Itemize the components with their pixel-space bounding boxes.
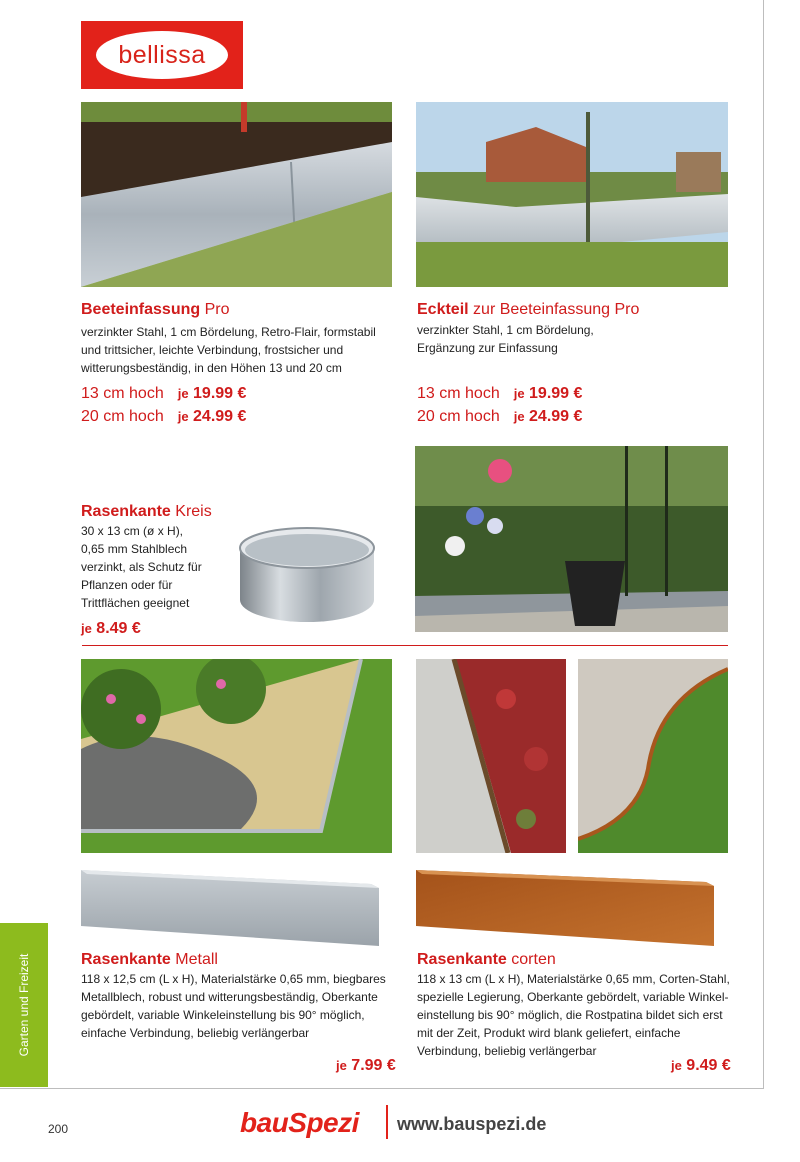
- product-description-rasenkante-metall: 118 x 12,5 cm (L x H), Materialstärke 0,65 mm, biegbares Metallblech, robust und witterungsbeständig, Oberkante gebördelt, variable Winkeleinstellung bis 90° möglich, einfache Verbindung, beliebig verlängerbar: [81, 972, 386, 1040]
- product-title-beeteinfassung-pro: Beeteinfassung Pro: [81, 301, 230, 318]
- price-13cm-beeteinfassung: 13 cm hoch je 19.99 €: [81, 385, 247, 402]
- product-description-beeteinfassung-pro: verzinkter Stahl, 1 cm Bördelung, Retro-Flair, formstabil und trittsicher, leichte Verbindung, frostsicher und witterungsbeständig, in den Höhen 13 und 20 cm: [81, 325, 376, 375]
- photo-rasenkante-metall-garden: [81, 659, 392, 853]
- product-description-eckteil: verzinkter Stahl, 1 cm Bördelung, Ergänzung zur Einfassung: [417, 323, 594, 355]
- price-rasenkante-corten: je 9.49 €: [671, 1057, 731, 1074]
- price-20cm-beeteinfassung: 20 cm hoch je 24.99 €: [81, 408, 247, 425]
- bellissa-logo-oval: [96, 31, 228, 79]
- photo-rasenkante-kreis-ring: [232, 520, 382, 632]
- photo-metall-strip: [81, 870, 381, 946]
- footer-separator: [386, 1105, 388, 1139]
- section-side-tab-label: Garten und Freizeit: [17, 953, 31, 1057]
- page-frame-right: [763, 0, 764, 1088]
- product-title-rasenkante-metall: Rasenkante Metall: [81, 951, 218, 968]
- photo-corten-lawn: [578, 659, 728, 853]
- footer-url: www.bauspezi.de: [397, 1114, 547, 1134]
- bauspezi-logo: bauSpezi: [240, 1107, 359, 1138]
- price-rasenkante-kreis: je 8.49 €: [81, 620, 141, 637]
- product-title-eckteil: Eckteil zur Beeteinfassung Pro: [417, 301, 640, 318]
- product-title-rasenkante-corten: Rasenkante corten: [417, 951, 556, 968]
- product-description-rasenkante-kreis: 30 x 13 cm (ø x H), 0,65 mm Stahlblech verzinkt, als Schutz für Pflanzen oder für Trittflächen geeignet: [81, 524, 202, 610]
- price-13cm-eckteil: 13 cm hoch je 19.99 €: [417, 385, 583, 402]
- page-number: 200: [48, 1122, 69, 1136]
- photo-garden-flowers: [415, 446, 728, 632]
- product-description-rasenkante-corten: 118 x 13 cm (L x H), Materialstärke 0,65 mm, Corten-Stahl, spezielle Legierung, Oberkante gebördelt, variable Winkel- einstellung bis 90° möglich, die Rostpatina bildet sich erst mit der Zeit, Produkt wird blank geliefert, einfache Verbindung, beliebig verlängerbar: [417, 972, 730, 1058]
- photo-beeteinfassung-pro: [81, 102, 392, 287]
- section-divider: [82, 645, 728, 646]
- page-frame-bottom: [0, 1088, 764, 1089]
- price-rasenkante-metall: je 7.99 €: [336, 1057, 396, 1074]
- photo-corten-strip: [416, 870, 716, 946]
- photo-eckteil: [416, 102, 728, 287]
- product-title-rasenkante-kreis: Rasenkante Kreis: [81, 503, 212, 520]
- price-20cm-eckteil: 20 cm hoch je 24.99 €: [417, 408, 583, 425]
- section-side-tab: [0, 923, 48, 1087]
- photo-rasenkante-corten-plants: [416, 659, 566, 853]
- bellissa-logo-text: bellissa: [118, 40, 206, 69]
